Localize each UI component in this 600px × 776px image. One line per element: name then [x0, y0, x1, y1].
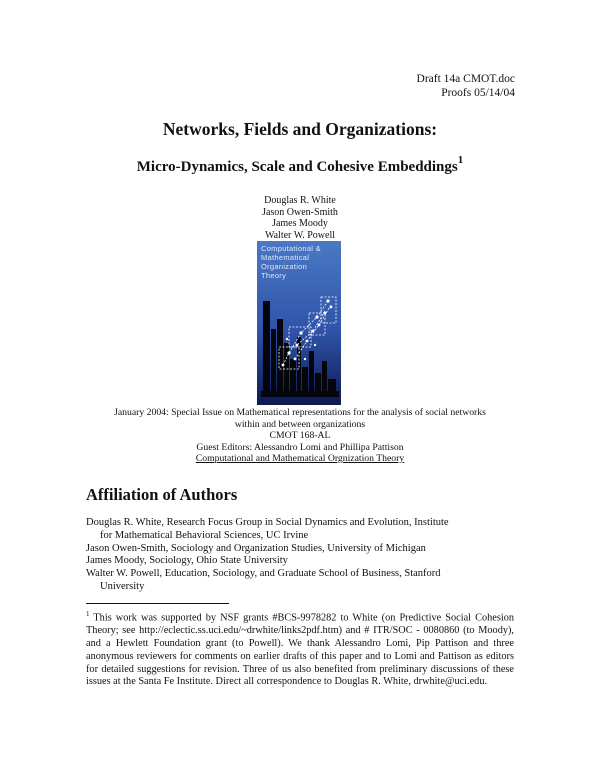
paper-title: Networks, Fields and Organizations: — [162, 119, 438, 139]
cover-title-line: Computational & — [261, 244, 321, 253]
footnote-divider — [86, 603, 229, 604]
author-name: Jason Owen-Smith — [262, 206, 338, 218]
author-name: James Moody — [272, 218, 328, 229]
guest-editors: Guest Editors: Alessandro Lomi and Phillipa Pattison — [196, 441, 404, 453]
cover-title-line: Theory — [261, 271, 287, 280]
author-name: Walter W. Powell — [264, 229, 336, 241]
affiliation-entry: Walter W. Powell, Education, Sociology, and Graduate School of Business, Stanford — [86, 568, 441, 580]
issue-description-cont: within and between organizations — [234, 418, 366, 430]
journal-link[interactable]: Computational and Mathematical Orgnization Theory — [195, 453, 405, 464]
paper-subtitle — [0, 156, 600, 176]
footnote-reference: 1 — [457, 154, 464, 166]
author-name: Douglas R. White — [264, 195, 336, 206]
issue-description: January 2004: Special Issue on Mathematical representations for the analysis of social networks — [114, 407, 486, 418]
footnote — [86, 608, 514, 689]
special-issue-info — [80, 407, 520, 465]
draft-filename: Draft 14a CMOT.doc — [416, 73, 515, 85]
journal-cover-image — [257, 241, 341, 405]
issue-code: CMOT 168-AL — [269, 430, 331, 441]
affiliations-list — [86, 517, 516, 594]
affiliation-entry: Douglas R. White, Research Focus Group in Social Dynamics and Evolution, Institute — [86, 517, 449, 528]
affiliation-entry-cont: for Mathematical Behavioral Sciences, UC Irvine — [100, 529, 309, 541]
subtitle-text: Micro-Dynamics, Scale and Cohesive Embeddings — [136, 159, 458, 175]
draft-header — [417, 72, 515, 100]
footnote-text: This work was supported by NSF grants #BCS-9978282 to White (on Predictive Social Cohesion Theory; see http://eclectic.ss.uci.edu/~drwhite/links2pdf.htm) and # ITR/SOC - 0080860 (to Moody), and a Hewlett Foundation grant (to Powell). We thank Alessandro Lomi, Pip Pattison and three anonymous reviewers for comments on earlier drafts of this paper and to Lomi and Pattison as editors for detailed suggestions for revision. Three of us also benefited from preliminary discussions of these issues at the Santa Fe Institute. Direct all correspondence to Douglas R. White, drwhite@uci.edu. — [86, 612, 514, 688]
affiliation-entry: James Moody, Sociology, Ohio State University — [86, 555, 288, 567]
proofs-date: Proofs 05/14/04 — [441, 87, 515, 99]
cover-title-line: Mathematical — [261, 253, 310, 262]
footnote-mark: 1 — [86, 610, 90, 618]
affiliation-entry-cont: University — [100, 580, 145, 592]
author-list — [0, 195, 600, 241]
section-heading: Affiliation of Authors — [86, 485, 238, 504]
affiliation-entry: Jason Owen-Smith, Sociology and Organization Studies, University of Michigan — [86, 542, 426, 554]
cover-title-line: Organization — [261, 262, 308, 271]
